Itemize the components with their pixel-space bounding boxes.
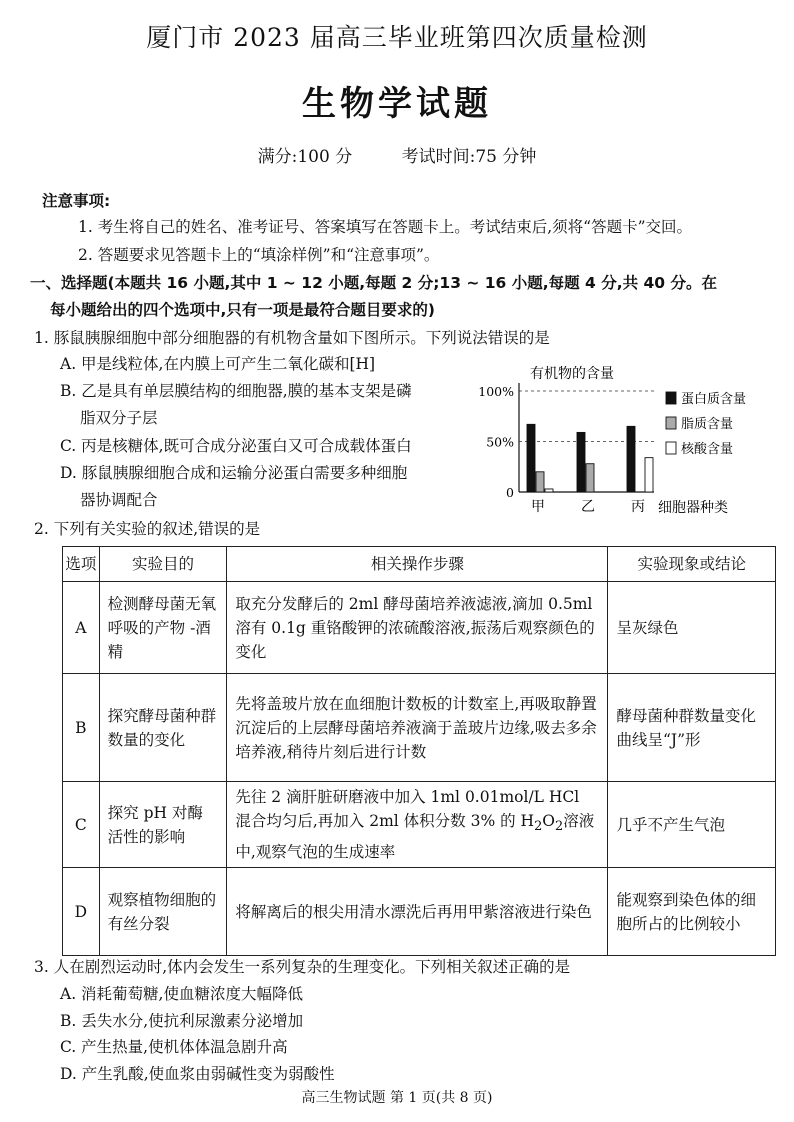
- exam-time: 考试时间:75 分钟: [401, 147, 537, 167]
- chart-x-tick-label: 乙: [581, 499, 595, 515]
- row-aim: 探究酵母菌种群数量的变化: [99, 674, 227, 782]
- table-row: [63, 868, 776, 956]
- chart-y-label: 有机物的含量: [530, 366, 614, 382]
- chart-y-tick-label: 0: [506, 485, 514, 500]
- question-3-stem: 3. 人在剧烈运动时,体内会发生一系列复杂的生理变化。下列相关叙述正确的是: [34, 958, 571, 976]
- question-3-option-c: C. 产生热量,使机体体温急剧升高: [60, 1038, 288, 1056]
- chart-x-label: 细胞器种类: [658, 500, 728, 516]
- full-score: 满分:100 分: [257, 147, 353, 167]
- table-row: [63, 582, 776, 674]
- header-result: 实验现象或结论: [608, 547, 776, 582]
- question-1-option-d: D. 豚鼠胰腺细胞合成和运输分泌蛋白需要多种细胞: [60, 464, 408, 482]
- chart-bar: [586, 464, 594, 492]
- row-result: 能观察到染色体的细胞所占的比例较小: [608, 868, 776, 956]
- row-result: 酵母菌种群数量变化曲线呈“J”形: [608, 674, 776, 782]
- page-footer: 高三生物试题 第 1 页(共 8 页): [301, 1090, 493, 1106]
- exam-header: 厦门市 2023 届高三毕业班第四次质量检测: [146, 23, 648, 52]
- legend-swatch: [666, 392, 676, 404]
- row-option: A: [63, 582, 100, 674]
- legend-swatch: [666, 417, 676, 429]
- chart-legend: [666, 392, 746, 457]
- notice-item: 1. 考生将自己的姓名、准考证号、答案填写在答题卡上。考试结束后,须将“答题卡”交回。: [78, 218, 692, 236]
- row-aim: 观察植物细胞的有丝分裂: [99, 868, 227, 956]
- chart-bar: [577, 432, 585, 492]
- table-header-row: [63, 547, 776, 582]
- chart-x-tick-label: 丙: [631, 499, 645, 515]
- chart-y-ticks: [478, 384, 514, 500]
- table-row: [63, 674, 776, 782]
- question-2-stem: 2. 下列有关实验的叙述,错误的是: [34, 520, 261, 538]
- question-3-option-d: D. 产生乳酸,使血浆由弱碱性变为弱酸性: [60, 1065, 335, 1083]
- row-steps: 先往 2 滴肝脏研磨液中加入 1ml 0.01mol/L HCl 混合均匀后,再加入 2ml 体积分数 3% 的 $H_2O_2$溶液中,观察气泡的生成速率: [227, 782, 608, 868]
- header-steps: 相关操作步骤: [227, 547, 608, 582]
- question-1-stem: 1. 豚鼠胰腺细胞中部分细胞器的有机物含量如下图所示。下列说法错误的是: [34, 329, 550, 347]
- row-steps: 取充分发酵后的 2ml 酵母菌培养液滤液,滴加 0.5ml 溶有 0.1g 重铬酸钾的浓硫酸溶液,振荡后观察颜色的变化: [227, 582, 608, 674]
- question-3-option-a: A. 消耗葡萄糖,使血糖浓度大幅降低: [60, 985, 303, 1003]
- question-1-option-d-cont: 器协调配合: [80, 491, 158, 509]
- header-aim: 实验目的: [99, 547, 227, 582]
- row-result: 几乎不产生气泡: [608, 782, 776, 868]
- section-heading-cont: 每小题给出的四个选项中,只有一项是最符合题目要求的): [50, 301, 435, 319]
- header-option: 选项: [63, 547, 100, 582]
- row-option: D: [63, 868, 100, 956]
- experiment-table: [62, 546, 776, 956]
- row-result: 呈灰绿色: [608, 582, 776, 674]
- row-option: B: [63, 674, 100, 782]
- chart-bar: [527, 424, 535, 492]
- row-option: C: [63, 782, 100, 868]
- legend-swatch: [666, 442, 676, 454]
- chart-bar: [627, 426, 635, 492]
- row-steps: 将解离后的根尖用清水漂洗后再用甲紫溶液进行染色: [227, 868, 608, 956]
- chart-x-tick-label: 甲: [531, 499, 545, 515]
- row-aim: 检测酵母菌无氧呼吸的产物 -酒精: [99, 582, 227, 674]
- chart-bar: [545, 489, 553, 492]
- question-1-option-b: B. 乙是具有单层膜结构的细胞器,膜的基本支架是磷: [60, 382, 412, 400]
- section-heading: 一、选择题(本题共 16 小题,其中 1 ~ 12 小题,每题 2 分;13 ~ 16 小题,每题 4 分,共 40 分。在: [30, 274, 717, 292]
- chart-x-ticks: [531, 499, 645, 515]
- question-3-option-b: B. 丢失水分,使抗利尿激素分泌增加: [60, 1012, 304, 1030]
- legend-label: 蛋白质含量: [681, 392, 747, 407]
- chart-y-tick-label: 100%: [478, 384, 514, 399]
- score-line: [0, 142, 794, 167]
- notice-title: 注意事项:: [42, 192, 111, 210]
- chart-bars: [527, 424, 653, 492]
- notice-item: 2. 答题要求见答题卡上的“填涂样例”和“注意事项”。: [78, 246, 440, 264]
- question-1-option-a: A. 甲是线粒体,在内膜上可产生二氧化碳和[H]: [60, 355, 376, 373]
- paper-title: 生物学试题: [302, 84, 492, 124]
- question-1-option-c: C. 丙是核糖体,既可合成分泌蛋白又可合成载体蛋白: [60, 437, 412, 455]
- table-row: [63, 782, 776, 868]
- question-1-option-b-cont: 脂双分子层: [80, 409, 158, 427]
- row-aim: 探究 pH 对酶活性的影响: [99, 782, 227, 868]
- legend-label: 脂质含量: [681, 417, 734, 432]
- chart-bar: [536, 472, 544, 492]
- chart-y-tick-label: 50%: [486, 434, 514, 450]
- chart-bar: [645, 458, 653, 492]
- organelle-bar-chart: [472, 358, 762, 518]
- legend-label: 核酸含量: [681, 442, 734, 457]
- row-steps: 先将盖玻片放在血细胞计数板的计数室上,再吸取静置沉淀后的上层酵母菌培养液滴于盖玻片边缘,吸去多余培养液,稍待片刻后进行计数: [227, 674, 608, 782]
